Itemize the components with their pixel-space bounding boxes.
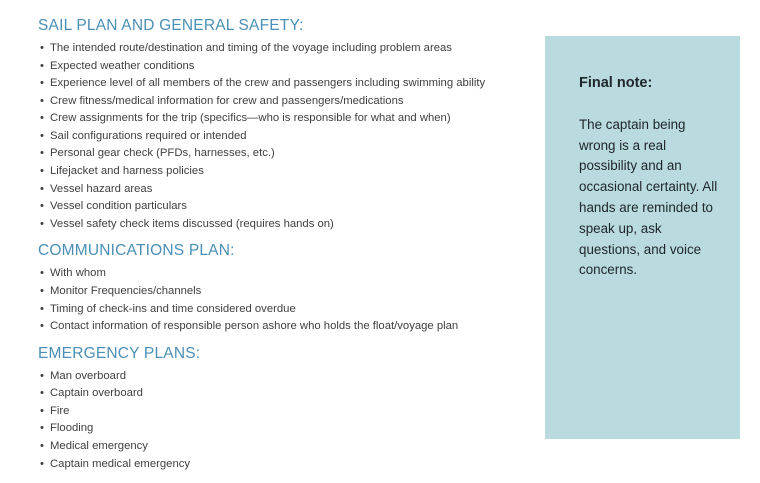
bullet-list-communications-plan — [38, 265, 538, 335]
section-heading-communications-plan: COMMUNICATIONS PLAN: — [38, 242, 235, 260]
list-item: • Expected weather conditions — [38, 58, 538, 76]
list-item: • Crew fitness/medical information for crew and passengers/medications — [38, 93, 538, 111]
list-item: • Experience level of all members of the crew and passengers including swimming ability — [38, 75, 538, 93]
main-content-column — [38, 10, 538, 475]
list-item: • Vessel condition particulars — [38, 198, 538, 216]
list-item: • Captain medical emergency — [38, 456, 538, 474]
list-item: • With whom — [38, 265, 538, 283]
list-item: • Crew assignments for the trip (specifics—who is responsible for what and when) — [38, 110, 538, 128]
final-note-panel-inner — [545, 36, 740, 281]
section-emergency-plans — [38, 338, 538, 473]
list-item: • Medical emergency — [38, 438, 538, 456]
list-item: • Timing of check-ins and time considered overdue — [38, 301, 538, 319]
section-sail-plan — [38, 10, 538, 233]
list-item: • Flooding — [38, 420, 538, 438]
section-heading-sail-plan: SAIL PLAN AND GENERAL SAFETY: — [38, 17, 304, 34]
final-note-panel — [545, 36, 740, 439]
list-item: • Vessel hazard areas — [38, 181, 538, 199]
final-note-body: The captain being wrong is a real possibility and an occasional certainty. All hands are reminded to speak up, ask questions, and voice concerns. — [579, 116, 718, 278]
list-item: • Man overboard — [38, 368, 538, 386]
section-communications-plan — [38, 235, 538, 335]
list-item: • Fire — [38, 403, 538, 421]
bullet-list-sail-plan — [38, 40, 538, 234]
list-item: • Contact information of responsible person ashore who holds the float/voyage plan — [38, 318, 538, 336]
list-item: • The intended route/destination and timing of the voyage including problem areas — [38, 40, 538, 58]
list-item: • Sail configurations required or intended — [38, 128, 538, 146]
list-item: • Vessel safety check items discussed (requires hands on) — [38, 216, 538, 234]
list-item: • Captain overboard — [38, 385, 538, 403]
list-item: • Personal gear check (PFDs, harnesses, etc.) — [38, 145, 538, 163]
section-heading-emergency-plans: EMERGENCY PLANS: — [38, 344, 201, 362]
list-item: • Monitor Frequencies/channels — [38, 283, 538, 301]
list-item: • Lifejacket and harness policies — [38, 163, 538, 181]
final-note-title: Final note: — [579, 75, 653, 91]
bullet-list-emergency-plans — [38, 368, 538, 474]
